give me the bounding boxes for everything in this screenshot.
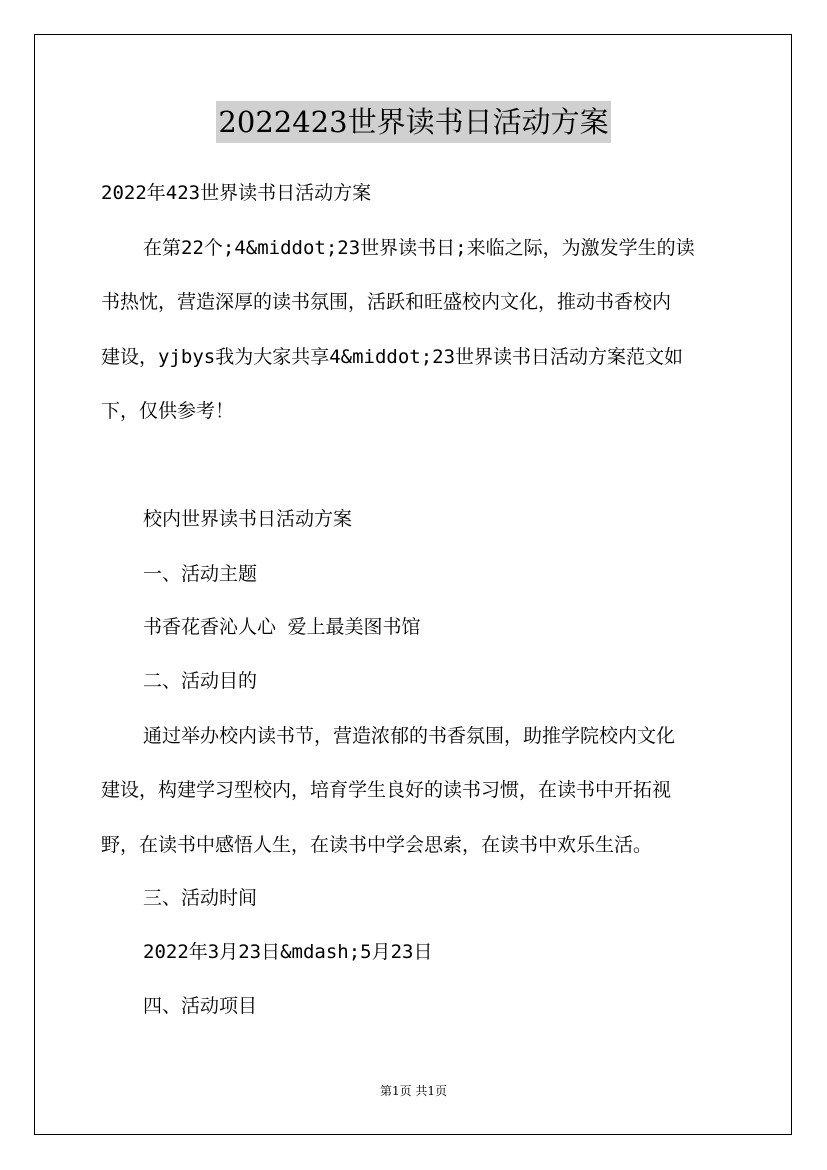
paragraph-line: 书香花香沁人心 爱上最美图书馆	[143, 616, 421, 638]
paragraph-line: 建设，构建学习型校内，培育学生良好的读书习惯，在读书中开拓视	[101, 779, 672, 801]
paragraph-line: 书热忱，营造深厚的读书氛围，活跃和旺盛校内文化，推动书香校内	[101, 291, 672, 313]
section-heading: 校内世界读书日活动方案	[143, 508, 353, 530]
paragraph-line: 通过举办校内读书节，营造浓郁的书香氛围，助推学院校内文化	[143, 725, 676, 747]
paragraph-line: 在第22个;4&middot;23世界读书日;来临之际，为激发学生的读	[143, 237, 695, 259]
section-heading: 三、活动时间	[143, 887, 258, 909]
title-container	[0, 101, 827, 143]
section-heading: 二、活动目的	[143, 670, 258, 692]
subtitle-line: 2022年423世界读书日活动方案	[101, 182, 372, 204]
page-footer: 第1页 共1页	[379, 1084, 448, 1098]
paragraph-line: 建设，yjbys我为大家共享4&middot;23世界读书日活动方案范文如	[101, 346, 684, 368]
paragraph-line: 下，仅供参考！	[101, 400, 235, 422]
section-heading: 一、活动主题	[143, 563, 258, 585]
paragraph-line: 野，在读书中感悟人生，在读书中学会思索，在读书中欢乐生活。	[101, 834, 653, 856]
document-title: 2022423世界读书日活动方案	[216, 101, 610, 143]
section-heading: 四、活动项目	[143, 995, 258, 1017]
paragraph-line: 2022年3月23日&mdash;5月23日	[143, 941, 433, 963]
